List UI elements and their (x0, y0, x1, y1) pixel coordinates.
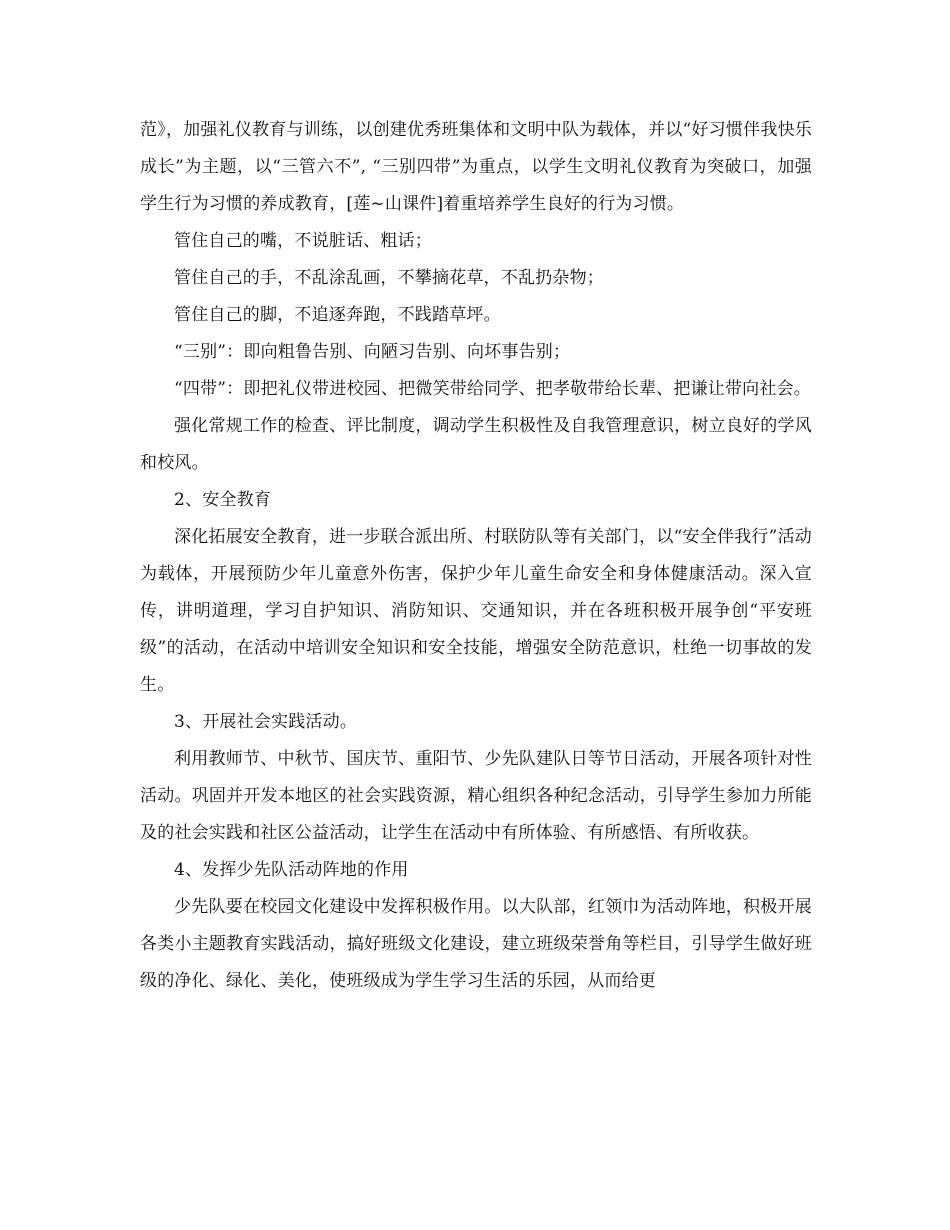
section-heading-safety: 2、安全教育 (174, 490, 272, 510)
paragraph-hand-rule: 管住自己的手，不乱涂乱画，不攀摘花草，不乱扔杂物； (174, 268, 604, 288)
paragraph-safety-education: 深化拓展安全教育，进一步联合派出所、村联防队等有关部门，以“安全伴我行”活动为载体，开展预防少年儿童意外伤害，保护少年儿童生命安全和身体健康活动。深入宣传，讲明道理，学习自护知识、消防知识、交通知识，并在各班积极开展争创“平安班级”的活动，在活动中培训安全知识和安全技能，增强安全防范意识，杜绝一切事故的发生。 (140, 527, 812, 695)
paragraph-routine-check: 强化常规工作的检查、评比制度，调动学生积极性及自我管理意识，树立良好的学风和校风。 (140, 416, 812, 473)
paragraph-three-farewells: “三别”：即向粗鲁告别、向陋习告别、向坏事告别； (174, 342, 571, 362)
paragraph-mouth-rule: 管住自己的嘴，不说脏话、粗话； (174, 231, 432, 251)
paragraph-four-brings: “四带”：即把礼仪带进校园、把微笑带给同学、把孝敬带给长辈、把谦让带向社会。 (174, 379, 811, 399)
paragraph-pioneers: 少先队要在校园文化建设中发挥积极作用。以大队部，红领巾为活动阵地，积极开展各类小主题教育实践活动，搞好班级文化建设，建立班级荣誉角等栏目，引导学生做好班级的净化、绿化、美化，使班级成为学生学习生活的乐园，从而给更 (140, 897, 812, 991)
section-heading-social-practice: 3、开展社会实践活动。 (174, 712, 358, 732)
paragraph-intro: 范》，加强礼仪教育与训练，以创建优秀班集体和文明中队为载体，并以“好习惯伴我快乐成长”为主题，以“三管六不”, “三别四带”为重点，以学生文明礼仪教育为突破口，加强学生行为习惯的养成教育，[莲~山课件]着重培养学生良好的行为习惯。 (140, 120, 812, 214)
paragraph-social-practice: 利用教师节、中秋节、国庆节、重阳节、少先队建队日等节日活动，开展各项针对性活动。巩固并开发本地区的社会实践资源，精心组织各种纪念活动，引导学生参加力所能及的社会实践和社区公益活动，让学生在活动中有所体验、有所感悟、有所收获。 (140, 749, 812, 843)
section-heading-pioneers: 4、发挥少先队活动阵地的作用 (174, 860, 409, 880)
paragraph-foot-rule: 管住自己的脚，不追逐奔跑，不践踏草坪。 (174, 305, 501, 325)
document-body (140, 112, 812, 1000)
